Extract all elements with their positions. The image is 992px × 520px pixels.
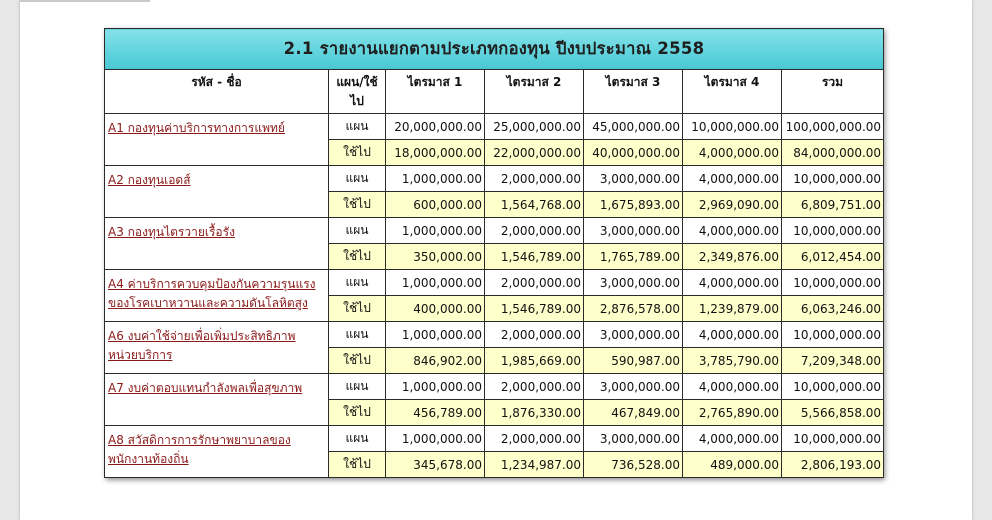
top-tab-edge [20, 0, 150, 2]
use-total-value: 2,806,193.00 [782, 452, 884, 478]
plan-q4-value: 4,000,000.00 [683, 426, 782, 452]
plan-label: แผน [329, 322, 386, 348]
fund-name-cell [105, 270, 329, 322]
plan-q1-value: 1,000,000.00 [386, 270, 485, 296]
use-q3-value: 2,876,578.00 [584, 296, 683, 322]
fund-link[interactable]: A6 งบค่าใช้จ่ายเพื่อเพิ่มประสิทธิภาพหน่วยบริการ [108, 329, 296, 362]
report-table-container [104, 28, 883, 478]
report-title: 2.1 รายงานแยกตามประเภทกองทุน ปีงบประมาณ 2558 [105, 29, 884, 70]
use-q1-value: 456,789.00 [386, 400, 485, 426]
plan-q4-value: 4,000,000.00 [683, 166, 782, 192]
plan-label: แผน [329, 218, 386, 244]
use-label: ใช้ไป [329, 192, 386, 218]
plan-q4-value: 4,000,000.00 [683, 218, 782, 244]
plan-q3-value: 3,000,000.00 [584, 426, 683, 452]
plan-total-value: 10,000,000.00 [782, 374, 884, 400]
report-body [105, 114, 884, 478]
fund-name-cell [105, 426, 329, 478]
plan-total-value: 10,000,000.00 [782, 270, 884, 296]
plan-total-value: 10,000,000.00 [782, 166, 884, 192]
header-total: รวม [782, 70, 884, 114]
use-q3-value: 1,675,893.00 [584, 192, 683, 218]
use-label: ใช้ไป [329, 244, 386, 270]
use-q1-value: 600,000.00 [386, 192, 485, 218]
header-plan-use: แผน/ใช้ไป [329, 70, 386, 114]
fund-name-cell [105, 166, 329, 218]
use-label: ใช้ไป [329, 452, 386, 478]
use-total-value: 6,809,751.00 [782, 192, 884, 218]
plan-q2-value: 2,000,000.00 [485, 218, 584, 244]
use-q2-value: 1,985,669.00 [485, 348, 584, 374]
use-q2-value: 1,564,768.00 [485, 192, 584, 218]
plan-q3-value: 45,000,000.00 [584, 114, 683, 140]
fund-link[interactable]: A8 สวัสดิการการรักษาพยาบาลของพนักงานท้องถิ่น [108, 433, 291, 466]
header-q4: ไตรมาส 4 [683, 70, 782, 114]
plan-q4-value: 4,000,000.00 [683, 322, 782, 348]
plan-label: แผน [329, 426, 386, 452]
table-row-plan [105, 114, 884, 140]
use-label: ใช้ไป [329, 296, 386, 322]
plan-total-value: 10,000,000.00 [782, 322, 884, 348]
use-q1-value: 400,000.00 [386, 296, 485, 322]
use-total-value: 84,000,000.00 [782, 140, 884, 166]
fund-name-cell [105, 218, 329, 270]
fund-link[interactable]: A2 กองทุนเอดส์ [108, 173, 191, 187]
use-total-value: 6,012,454.00 [782, 244, 884, 270]
plan-q1-value: 1,000,000.00 [386, 426, 485, 452]
header-q1: ไตรมาส 1 [386, 70, 485, 114]
plan-q4-value: 10,000,000.00 [683, 114, 782, 140]
use-q1-value: 345,678.00 [386, 452, 485, 478]
plan-q2-value: 2,000,000.00 [485, 322, 584, 348]
plan-q4-value: 4,000,000.00 [683, 374, 782, 400]
use-q3-value: 467,849.00 [584, 400, 683, 426]
plan-total-value: 10,000,000.00 [782, 426, 884, 452]
use-q3-value: 40,000,000.00 [584, 140, 683, 166]
use-q2-value: 22,000,000.00 [485, 140, 584, 166]
use-label: ใช้ไป [329, 400, 386, 426]
fund-link[interactable]: A1 กองทุนค่าบริการทางการแพทย์ [108, 121, 285, 135]
table-row-plan [105, 426, 884, 452]
use-q4-value: 1,239,879.00 [683, 296, 782, 322]
plan-label: แผน [329, 270, 386, 296]
use-q4-value: 2,969,090.00 [683, 192, 782, 218]
table-row-plan [105, 166, 884, 192]
use-q2-value: 1,234,987.00 [485, 452, 584, 478]
plan-q3-value: 3,000,000.00 [584, 374, 683, 400]
plan-q3-value: 3,000,000.00 [584, 218, 683, 244]
fund-link[interactable]: A4 ค่าบริการควบคุมป้องกันความรุนแรงของโรคเบาหวานและความดันโลหิตสูง [108, 277, 316, 310]
use-q1-value: 350,000.00 [386, 244, 485, 270]
plan-q4-value: 4,000,000.00 [683, 270, 782, 296]
use-q3-value: 736,528.00 [584, 452, 683, 478]
plan-q1-value: 1,000,000.00 [386, 322, 485, 348]
table-row-plan [105, 322, 884, 348]
use-label: ใช้ไป [329, 140, 386, 166]
plan-q3-value: 3,000,000.00 [584, 322, 683, 348]
use-total-value: 7,209,348.00 [782, 348, 884, 374]
plan-q2-value: 2,000,000.00 [485, 426, 584, 452]
header-q2: ไตรมาส 2 [485, 70, 584, 114]
use-q3-value: 1,765,789.00 [584, 244, 683, 270]
header-q3: ไตรมาส 3 [584, 70, 683, 114]
plan-q2-value: 25,000,000.00 [485, 114, 584, 140]
plan-q2-value: 2,000,000.00 [485, 166, 584, 192]
use-q2-value: 1,546,789.00 [485, 296, 584, 322]
use-q2-value: 1,876,330.00 [485, 400, 584, 426]
use-q4-value: 3,785,790.00 [683, 348, 782, 374]
fund-name-cell [105, 322, 329, 374]
use-q4-value: 2,765,890.00 [683, 400, 782, 426]
table-row-plan [105, 374, 884, 400]
plan-q2-value: 2,000,000.00 [485, 374, 584, 400]
use-q4-value: 4,000,000.00 [683, 140, 782, 166]
plan-q3-value: 3,000,000.00 [584, 270, 683, 296]
plan-q1-value: 1,000,000.00 [386, 374, 485, 400]
use-q4-value: 489,000.00 [683, 452, 782, 478]
plan-total-value: 10,000,000.00 [782, 218, 884, 244]
fund-name-cell [105, 374, 329, 426]
fund-report-table [104, 28, 884, 478]
plan-q2-value: 2,000,000.00 [485, 270, 584, 296]
report-page [20, 0, 972, 520]
table-row-plan [105, 218, 884, 244]
plan-q1-value: 20,000,000.00 [386, 114, 485, 140]
use-q2-value: 1,546,789.00 [485, 244, 584, 270]
fund-link[interactable]: A3 กองทุนไตรวายเรื้อรัง [108, 225, 235, 239]
plan-total-value: 100,000,000.00 [782, 114, 884, 140]
plan-label: แผน [329, 374, 386, 400]
use-label: ใช้ไป [329, 348, 386, 374]
table-row-plan [105, 270, 884, 296]
use-total-value: 5,566,858.00 [782, 400, 884, 426]
fund-link[interactable]: A7 งบค่าตอบแทนกำลังพลเพื่อสุขภาพ [108, 381, 303, 395]
plan-label: แผน [329, 166, 386, 192]
fund-name-cell [105, 114, 329, 166]
plan-q3-value: 3,000,000.00 [584, 166, 683, 192]
use-total-value: 6,063,246.00 [782, 296, 884, 322]
use-q4-value: 2,349,876.00 [683, 244, 782, 270]
plan-q1-value: 1,000,000.00 [386, 166, 485, 192]
plan-q1-value: 1,000,000.00 [386, 218, 485, 244]
plan-label: แผน [329, 114, 386, 140]
use-q1-value: 846,902.00 [386, 348, 485, 374]
use-q1-value: 18,000,000.00 [386, 140, 485, 166]
header-code-name: รหัส - ชื่อ [105, 70, 329, 114]
use-q3-value: 590,987.00 [584, 348, 683, 374]
